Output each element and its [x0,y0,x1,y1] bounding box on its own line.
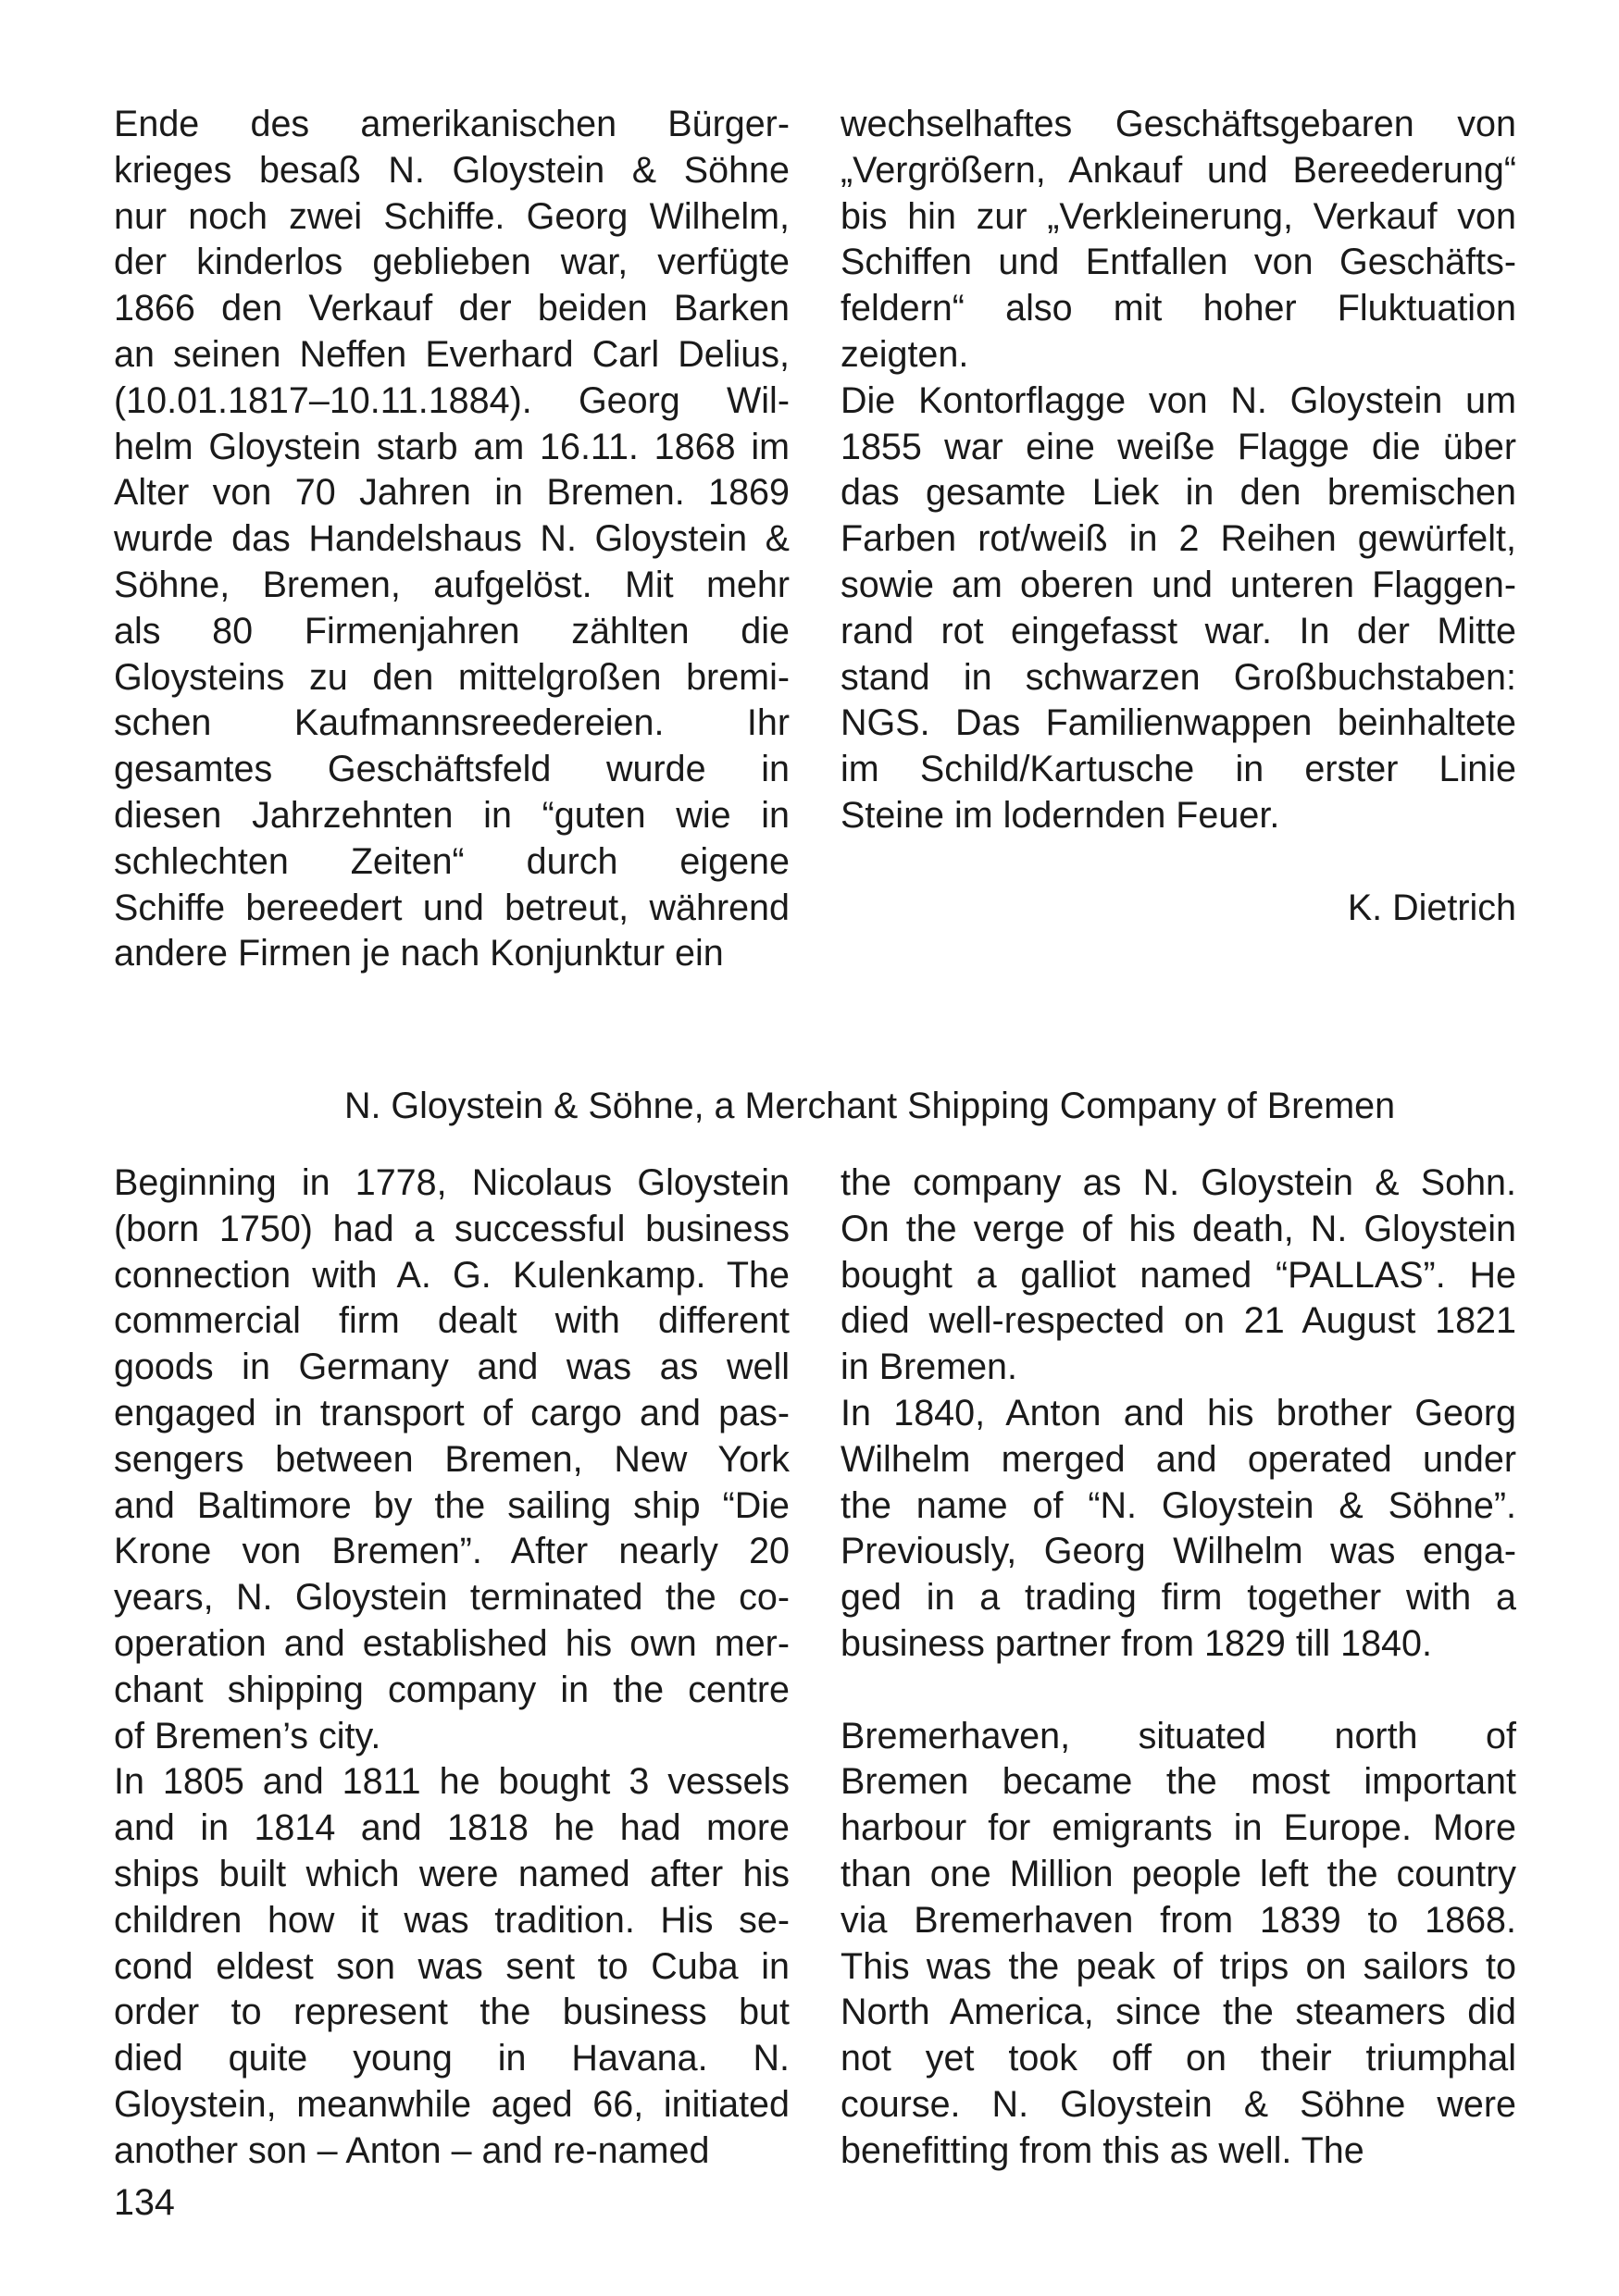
text-line: im Schild/Kartusche in erster Linie [841,749,1516,790]
text-line: ged in a trading firm together with a [841,1577,1516,1619]
text-line: wechselhaftes Geschäftsgebaren von [841,104,1516,144]
text-line: commercial firm dealt with different [114,1300,790,1342]
text-line: wurde das Handelshaus N. Gloystein & [114,518,790,560]
text-line: not yet took off on their triumphal [841,2038,1516,2079]
text-line: diesen Jahrzehnten in “guten wie in [114,794,790,836]
text-line: Schiffe bereedert und betreut, während [114,887,790,928]
text-line: harbour for emigrants in Europe. More [841,1807,1516,1849]
text-line: krieges besaß N. Gloystein & Söhne [114,149,790,191]
text-line: another son – Anton – and re-named [114,2129,710,2171]
paragraph-gap [841,1668,1516,1714]
text-line: „Vergrößern, Ankauf und Bereederung“ [841,149,1516,191]
text-line: sengers between Bremen, New York [114,1438,790,1480]
english-text-right-column [841,1160,1516,2175]
text-line: North America, since the steamers did [841,1992,1516,2033]
text-line: order to represent the business but [114,1992,790,2033]
text-line: NGS. Das Familienwappen beinhaltete [841,702,1516,744]
text-line: Ende des amerikanischen Bürger- [114,104,790,144]
text-line: via Bremerhaven from 1839 to 1868. [841,1899,1516,1941]
text-line: business partner from 1829 till 1840. [841,1622,1432,1664]
paragraph-gap [841,839,1516,886]
text-line: of Bremen’s city. [114,1715,381,1756]
text-line: nur noch zwei Schiffe. Georg Wilhelm, [114,195,790,237]
german-text-left-column [114,102,790,977]
text-line: Gloystein, meanwhile aged 66, initiated [114,2083,790,2125]
text-line: Alter von 70 Jahren in Bremen. 1869 [114,472,790,514]
text-line: chant shipping company in the centre [114,1669,790,1710]
text-line: Die Kontorflagge von N. Gloystein um [841,379,1516,421]
text-line: benefitting from this as well. The [841,2129,1364,2171]
text-line: children how it was tradition. His se- [114,1899,790,1941]
text-line: als 80 Firmenjahren zählten die [114,610,790,652]
author-signature: K. Dietrich [1347,887,1516,928]
text-line: 1866 den Verkauf der beiden Barken [114,288,790,329]
text-line: (10.01.1817–10.11.1884). Georg Wil- [114,379,790,421]
text-line: bis hin zur „Verkleinerung, Verkauf von [841,195,1516,237]
text-line: This was the peak of trips on sailors to [841,1945,1516,1987]
text-line: andere Firmen je nach Konjunktur ein [114,933,724,974]
text-line: Beginning in 1778, Nicolaus Gloystein [114,1162,790,1203]
text-line: Gloysteins zu den mittelgroßen bremi- [114,656,790,698]
text-line: In 1805 and 1811 he bought 3 vessels [114,1761,790,1803]
text-line: Schiffen und Entfallen von Geschäfts- [841,242,1516,283]
text-line: sowie am oberen und unteren Flaggen- [841,564,1516,605]
text-line: and in 1814 and 1818 he had more [114,1807,790,1849]
text-line: the name of “N. Gloystein & Söhne”. [841,1484,1516,1526]
text-line: course. N. Gloystein & Söhne were [841,2083,1516,2125]
text-line: das gesamte Liek in den bremischen [841,472,1516,514]
text-line: in Bremen. [841,1347,1018,1388]
text-line: schlechten Zeiten“ durch eigene [114,840,790,882]
text-line: Söhne, Bremen, aufgelöst. Mit mehr [114,564,790,605]
text-line: On the verge of his death, N. Gloystein [841,1208,1516,1249]
text-line: zeigten. [841,333,969,375]
text-line: feldern“ also mit hoher Fluktuation [841,288,1516,329]
text-line: stand in schwarzen Großbuchstaben: [841,656,1516,698]
text-line: Farben rot/weiß in 2 Reihen gewürfelt, [841,518,1516,560]
text-line: schen Kaufmannsreedereien. Ihr [114,702,790,744]
text-line: rand rot eingefasst war. In der Mitte [841,610,1516,652]
text-line: ships built which were named after his [114,1853,790,1894]
text-line: an seinen Neffen Everhard Carl Delius, [114,333,790,375]
text-line: died quite young in Havana. N. [114,2038,790,2079]
text-line: (born 1750) had a successful business [114,1208,790,1249]
text-line: 1855 war eine weiße Flagge die über [841,426,1516,467]
page-number: 134 [114,2182,175,2223]
text-line: died well-respected on 21 August 1821 [841,1300,1516,1342]
text-line: Steine im lodernden Feuer. [841,794,1280,836]
text-line: bought a galliot named “PALLAS”. He [841,1254,1516,1296]
english-section-heading: N. Gloystein & Söhne, a Merchant Shipping Company of Bremen [343,1086,1396,1126]
text-line: engaged in transport of cargo and pas- [114,1392,790,1433]
text-line: Previously, Georg Wilhelm was enga- [841,1531,1516,1572]
text-line: operation and established his own mer- [114,1622,790,1664]
text-line: helm Gloystein starb am 16.11. 1868 im [114,426,790,467]
text-line: Krone von Bremen”. After nearly 20 [114,1531,790,1572]
text-line: Wilhelm merged and operated under [841,1438,1516,1480]
german-text-right-column [841,102,1516,931]
english-text-left-column [114,1160,790,2175]
text-line: goods in Germany and was as well [114,1347,790,1388]
text-line: In 1840, Anton and his brother Georg [841,1392,1516,1433]
text-line: gesamtes Geschäftsfeld wurde in [114,749,790,790]
text-line: the company as N. Gloystein & Sohn. [841,1162,1516,1203]
text-line: Bremen became the most important [841,1761,1516,1803]
text-line: than one Million people left the country [841,1853,1516,1894]
text-line: years, N. Gloystein terminated the co- [114,1577,790,1619]
text-line: and Baltimore by the sailing ship “Die [114,1484,790,1526]
text-line: connection with A. G. Kulenkamp. The [114,1254,790,1296]
text-line: cond eldest son was sent to Cuba in [114,1945,790,1987]
text-line: Bremerhaven, situated north of [841,1715,1516,1756]
text-line: der kinderlos geblieben war, verfügte [114,242,790,283]
